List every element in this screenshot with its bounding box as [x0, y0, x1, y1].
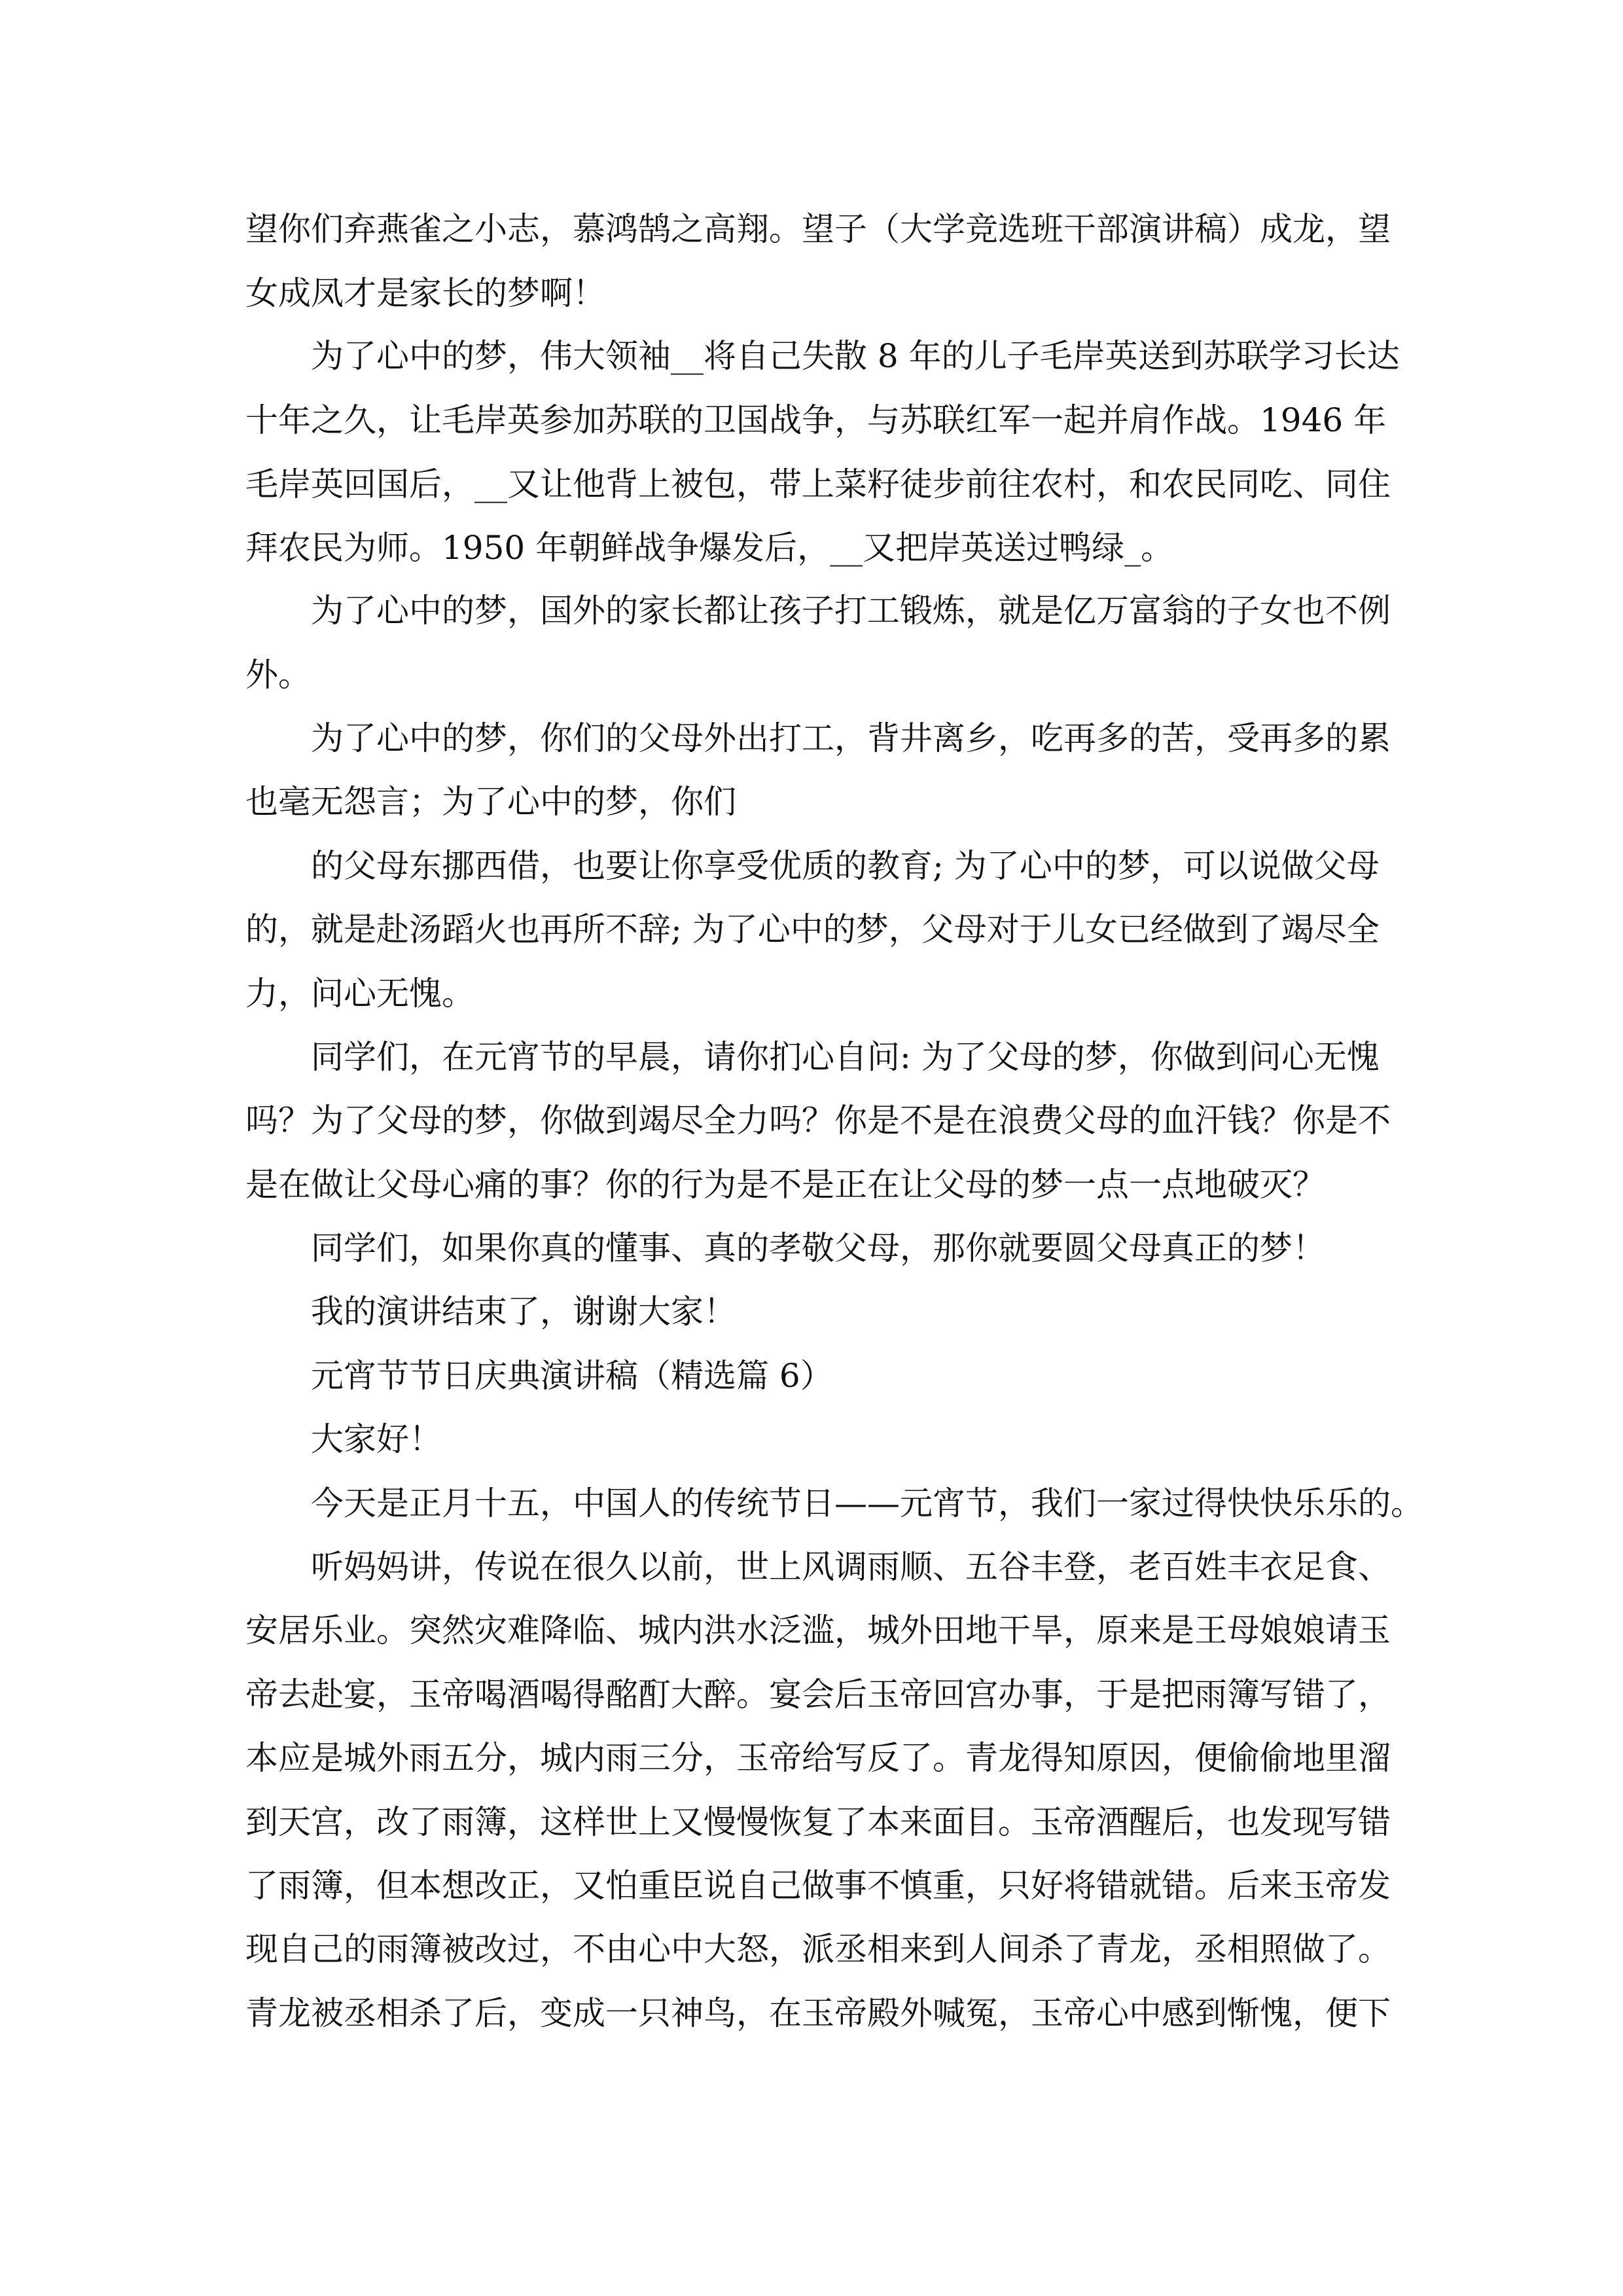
text-line: 的，就是赴汤蹈火也再所不辞; 为了心中的梦，父母对于儿女已经做到了竭尽全 — [245, 910, 1380, 948]
text-line: 力，问心无愧。 — [245, 975, 474, 1013]
text-line: 同学们，如果你真的懂事、真的孝敬父母，那你就要圆父母真正的梦！ — [311, 1229, 1325, 1267]
text-line: 为了心中的梦，你们的父母外出打工，背井离乡，吃再多的苦，受再多的累 — [311, 719, 1391, 757]
text-line: 本应是城外雨五分，城内雨三分，玉帝给写反了。青龙得知原因，便偷偷地里溜 — [245, 1739, 1391, 1777]
text-line: 现自己的雨簿被改过，不由心中大怒，派丞相来到人间杀了青龙，丞相照做了。 — [245, 1930, 1391, 1968]
text-line: 帝去赴宴，玉帝喝酒喝得酩酊大醉。宴会后玉帝回宫办事，于是把雨簿写错了， — [245, 1676, 1391, 1713]
text-line: 拜农民为师。1950 年朝鲜战争爆发后，__又把岸英送过鸭绿_。 — [245, 529, 1174, 567]
text-line: 为了心中的梦，伟大领袖__将自己失散 8 年的儿子毛岸英送到苏联学习长达 — [311, 337, 1400, 375]
text-line: 也毫无怨言；为了心中的梦，你们 — [245, 783, 736, 821]
text-line: 外。 — [245, 656, 311, 694]
text-line: 吗？为了父母的梦，你做到竭尽全力吗？你是不是在浪费父母的血汗钱？你是不 — [245, 1102, 1391, 1139]
text-line: 安居乐业。突然灾难降临、城内洪水泛滥，城外田地干旱，原来是王母娘娘请玉 — [245, 1611, 1391, 1649]
text-line: 为了心中的梦，国外的家长都让孩子打工锻炼，就是亿万富翁的子女也不例 — [311, 592, 1391, 630]
text-line: 毛岸英回国后，__又让他背上被包，带上菜籽徒步前往农村，和农民同吃、同住 — [245, 465, 1391, 503]
text-line: 了雨簿，但本想改正，又怕重臣说自己做事不慎重，只好将错就错。后来玉帝发 — [245, 1867, 1391, 1905]
text-line: 今天是正月十五，中国人的传统节日——元宵节，我们一家过得快快乐乐的。 — [311, 1484, 1423, 1522]
text-line: 大家好！ — [311, 1420, 442, 1458]
text-line: 的父母东挪西借，也要让你享受优质的教育; 为了心中的梦，可以说做父母 — [311, 847, 1380, 885]
text-line: 十年之久，让毛岸英参加苏联的卫国战争，与苏联红军一起并肩作战。1946 年 — [245, 401, 1387, 439]
text-line: 女成凤才是家长的梦啊！ — [245, 274, 605, 312]
text-line: 同学们，在元宵节的早晨，请你扪心自问: 为了父母的梦，你做到问心无愧 — [311, 1038, 1380, 1076]
section-heading: 元宵节节日庆典演讲稿（精选篇 6） — [311, 1357, 833, 1395]
text-line: 是在做让父母心痛的事？你的行为是不是正在让父母的梦一点一点地破灭？ — [245, 1166, 1325, 1204]
text-line: 望你们弃燕雀之小志，慕鸿鹄之高翔。望子（大学竞选班干部演讲稿）成龙，望 — [245, 210, 1391, 248]
text-line: 听妈妈讲，传说在很久以前，世上风调雨顺、五谷丰登，老百姓丰衣足食、 — [311, 1548, 1391, 1586]
text-line: 青龙被丞相杀了后，变成一只神鸟，在玉帝殿外喊冤，玉帝心中感到惭愧，便下 — [245, 1994, 1391, 2032]
text-line: 我的演讲结束了，谢谢大家！ — [311, 1293, 736, 1331]
text-line: 到天宫，改了雨簿，这样世上又慢慢恢复了本来面目。玉帝酒醒后，也发现写错 — [245, 1803, 1391, 1841]
